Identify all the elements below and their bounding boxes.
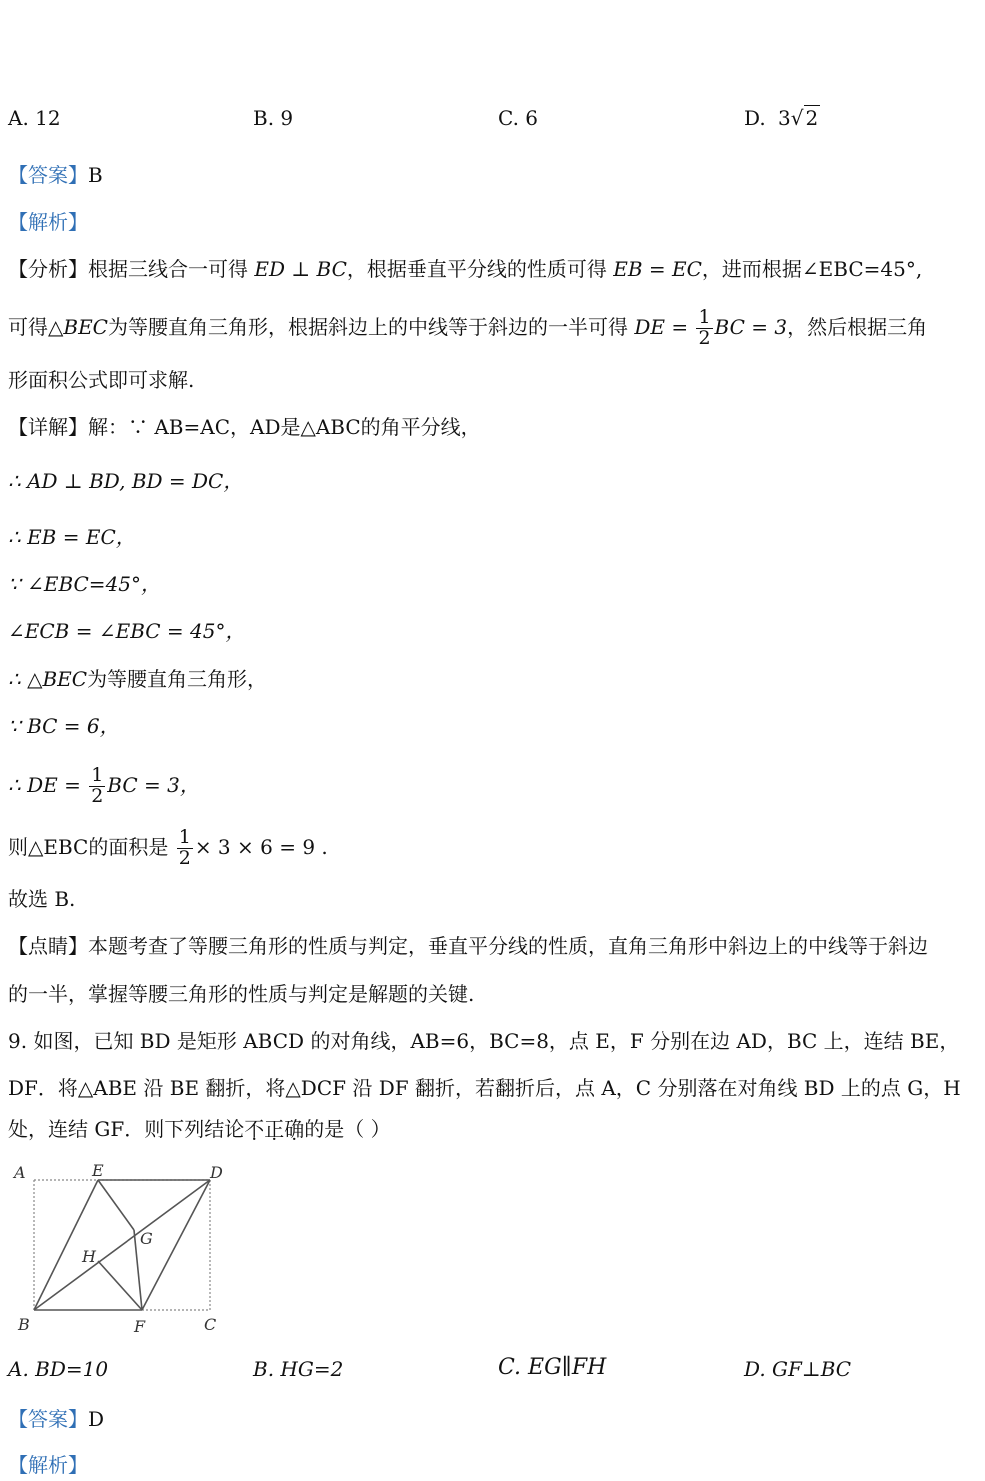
question9-line-1: 9. 如图，已知 BD 是矩形 ABCD 的对角线，AB=6，BC=8，点 E，F 分别在边 AD，BC 上，连结 BE，: [8, 1029, 960, 1053]
analysis-line-3: 形面积公式即可求解.: [8, 368, 195, 392]
option-a: A. 12: [8, 106, 61, 130]
q9-jiexi-heading: 【解析】: [8, 1453, 88, 1477]
label-b: B: [18, 1315, 30, 1334]
q9-option-b: B. HG=2: [253, 1357, 344, 1381]
comment-line-1: 【点睛】本题考查了等腰三角形的性质与判定，垂直平分线的性质，直角三角形中斜边上的中线等于斜边: [8, 934, 928, 958]
detail-line-9: 则△EBC的面积是 $\frac{1}{2}$ × 3 × 6 = 9 .: [8, 826, 328, 869]
detail-line-6: ∴ △BEC为等腰直角三角形，: [8, 667, 268, 691]
q9-option-c: C. EG∥FH: [498, 1355, 607, 1380]
label-a: A: [14, 1163, 26, 1182]
label-e: E: [92, 1161, 104, 1180]
detail-line-2: ∴ AD ⊥ BD, BD = DC，: [8, 469, 244, 493]
label-h: H: [82, 1247, 96, 1266]
label-d: D: [210, 1163, 223, 1182]
q9-option-d: D. GF⊥BC: [744, 1357, 852, 1381]
question9-line-3: 处，连结 GF．则下列结论不正确的是（ ）: [8, 1117, 391, 1141]
fraction-half: $\frac{1}{2}$: [698, 306, 711, 349]
comment-line-2: 的一半，掌握等腰三角形的性质与判定是解题的关键.: [8, 982, 475, 1006]
answer-line: 【答案】B: [8, 163, 103, 187]
option-c: C. 6: [498, 106, 539, 130]
detail-line-4: ∵ ∠EBC=45°，: [8, 572, 162, 596]
option-b: B. 9: [253, 106, 294, 130]
analysis-line-1: 【分析】根据三线合一可得 ED ⊥ BC，根据垂直平分线的性质可得 EB = EC，进而根据∠EBC=45°,: [8, 257, 923, 281]
label-f: F: [134, 1317, 146, 1336]
detail-line-3: ∴ EB = EC，: [8, 525, 136, 549]
label-g: G: [140, 1229, 153, 1248]
analysis-line-2: 可得△BEC为等腰直角三角形，根据斜边上的中线等于斜边的一半可得 DE = $\frac{1}{2}$ BC = 3，然后根据三角: [8, 306, 928, 349]
geometry-figure: [10, 1158, 230, 1338]
label-c: C: [204, 1315, 217, 1334]
q9-answer-line: 【答案】D: [8, 1407, 105, 1431]
jiexi-heading: 【解析】: [8, 210, 88, 234]
detail-line-10: 故选 B.: [8, 887, 76, 911]
sqrt-expression: √ 2: [790, 106, 819, 130]
q9-option-a: A. BD=10: [8, 1357, 109, 1381]
option-d: D. 3√ 2: [744, 106, 819, 130]
question9-line-2: DF．将△ABE 沿 BE 翻折，将△DCF 沿 DF 翻折，若翻折后，点 A，C 分别落在对角线 BD 上的点 G，H: [8, 1076, 961, 1100]
detail-line-5: ∠ECB = ∠EBC = 45°，: [8, 619, 246, 643]
detail-line-1: 【详解】解：∵ AB=AC，AD是△ABC的角平分线，: [8, 415, 481, 439]
detail-line-8: ∴ DE = $\frac{1}{2}$ BC = 3，: [8, 764, 200, 807]
fraction-half: $\frac{1}{2}$: [178, 826, 191, 869]
detail-line-7: ∵ BC = 6，: [8, 714, 120, 738]
fraction-half: $\frac{1}{2}$: [91, 764, 104, 807]
